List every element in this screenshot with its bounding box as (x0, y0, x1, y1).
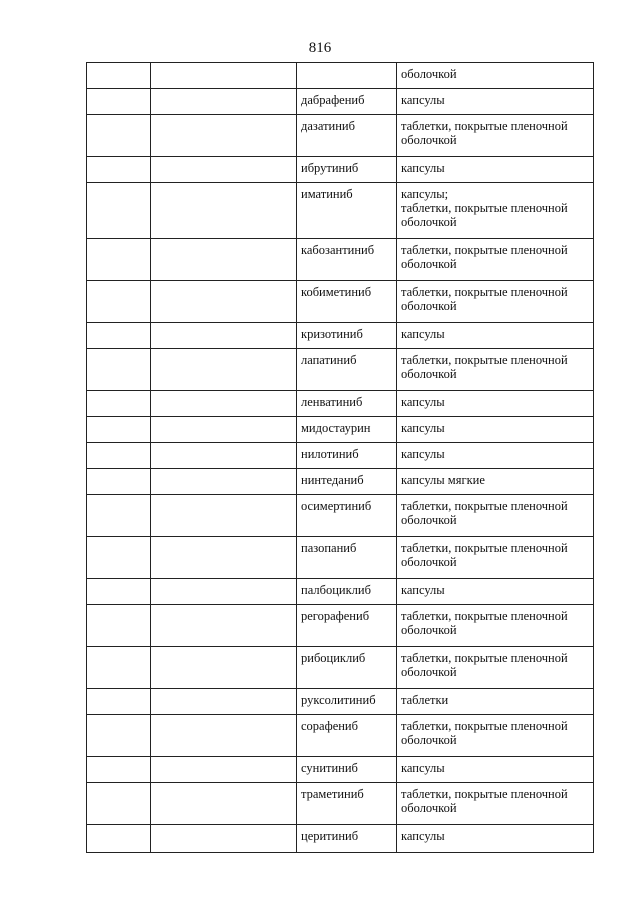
code-cell (87, 605, 151, 647)
table-row (87, 323, 594, 349)
code-cell (87, 183, 151, 239)
dosage-form-line: таблетки, покрытые пленочной (401, 285, 568, 299)
group-cell (151, 323, 297, 349)
drug-name-cell: рибоциклиб (297, 647, 397, 689)
dosage-form-line: капсулы (401, 327, 445, 341)
dosage-form-line: таблетки, покрытые пленочной (401, 541, 568, 555)
drug-name-cell: регорафениб (297, 605, 397, 647)
table-row (87, 239, 594, 281)
group-cell (151, 537, 297, 579)
drug-name-cell: пазопаниб (297, 537, 397, 579)
drug-table (86, 62, 594, 853)
table-row (87, 349, 594, 391)
table-row (87, 495, 594, 537)
table-row (87, 281, 594, 323)
drug-name-cell: траметиниб (297, 783, 397, 825)
drug-name-cell: палбоциклиб (297, 579, 397, 605)
drug-name-cell: лапатиниб (297, 349, 397, 391)
code-cell (87, 391, 151, 417)
dosage-form-cell (397, 605, 594, 647)
table-row (87, 183, 594, 239)
dosage-form-cell (397, 89, 594, 115)
dosage-form-line: оболочкой (401, 215, 457, 229)
table-row (87, 63, 594, 89)
dosage-form-cell (397, 115, 594, 157)
table-row (87, 157, 594, 183)
dosage-form-line: капсулы (401, 829, 445, 843)
dosage-form-line: капсулы (401, 395, 445, 409)
group-cell (151, 349, 297, 391)
drug-name-cell: нинтеданиб (297, 469, 397, 495)
dosage-form-line: оболочкой (401, 555, 457, 569)
drug-name-cell: дазатиниб (297, 115, 397, 157)
drug-name-cell (297, 63, 397, 89)
code-cell (87, 349, 151, 391)
dosage-form-cell (397, 239, 594, 281)
dosage-form-cell (397, 183, 594, 239)
table-row (87, 757, 594, 783)
dosage-form-line: таблетки, покрытые пленочной (401, 499, 568, 513)
dosage-form-line: оболочкой (401, 299, 457, 313)
table-row (87, 443, 594, 469)
code-cell (87, 157, 151, 183)
code-cell (87, 281, 151, 323)
dosage-form-line: таблетки, покрытые пленочной (401, 201, 568, 215)
dosage-form-line: таблетки, покрытые пленочной (401, 119, 568, 133)
code-cell (87, 417, 151, 443)
drug-name-cell: осимертиниб (297, 495, 397, 537)
group-cell (151, 783, 297, 825)
dosage-form-line: капсулы (401, 447, 445, 461)
dosage-form-line: оболочкой (401, 67, 457, 81)
drug-name-cell: нилотиниб (297, 443, 397, 469)
group-cell (151, 63, 297, 89)
dosage-form-line: таблетки, покрытые пленочной (401, 353, 568, 367)
group-cell (151, 469, 297, 495)
page-number: 816 (308, 40, 332, 56)
drug-name-cell: ибрутиниб (297, 157, 397, 183)
drug-name-cell: церитиниб (297, 825, 397, 853)
table-row (87, 579, 594, 605)
dosage-form-cell (397, 495, 594, 537)
group-cell (151, 825, 297, 853)
dosage-form-line: оболочкой (401, 801, 457, 815)
drug-name-cell: сорафениб (297, 715, 397, 757)
code-cell (87, 63, 151, 89)
code-cell (87, 537, 151, 579)
code-cell (87, 89, 151, 115)
group-cell (151, 443, 297, 469)
dosage-form-line: оболочкой (401, 513, 457, 527)
dosage-form-line: оболочкой (401, 257, 457, 271)
table-row (87, 115, 594, 157)
dosage-form-cell (397, 647, 594, 689)
dosage-form-line: таблетки, покрытые пленочной (401, 243, 568, 257)
drug-name-cell: ленватиниб (297, 391, 397, 417)
dosage-form-cell (397, 825, 594, 853)
dosage-form-cell (397, 323, 594, 349)
group-cell (151, 495, 297, 537)
dosage-form-cell (397, 757, 594, 783)
dosage-form-line: оболочкой (401, 665, 457, 679)
drug-name-cell: дабрафениб (297, 89, 397, 115)
table-row (87, 391, 594, 417)
code-cell (87, 495, 151, 537)
dosage-form-line: капсулы мягкие (401, 473, 485, 487)
group-cell (151, 715, 297, 757)
dosage-form-cell (397, 579, 594, 605)
dosage-form-cell (397, 537, 594, 579)
dosage-form-cell (397, 63, 594, 89)
table-row (87, 417, 594, 443)
code-cell (87, 689, 151, 715)
drug-name-cell: руксолитиниб (297, 689, 397, 715)
code-cell (87, 579, 151, 605)
dosage-form-cell (397, 349, 594, 391)
drug-name-cell: кризотиниб (297, 323, 397, 349)
dosage-form-cell (397, 469, 594, 495)
code-cell (87, 825, 151, 853)
code-cell (87, 239, 151, 281)
group-cell (151, 183, 297, 239)
table-row (87, 647, 594, 689)
table-row (87, 689, 594, 715)
group-cell (151, 89, 297, 115)
dosage-form-line: капсулы (401, 421, 445, 435)
table-row (87, 537, 594, 579)
dosage-form-line: оболочкой (401, 367, 457, 381)
table-body (87, 63, 594, 853)
dosage-form-line: таблетки, покрытые пленочной (401, 719, 568, 733)
table-row (87, 783, 594, 825)
drug-name-cell: сунитиниб (297, 757, 397, 783)
table-row (87, 469, 594, 495)
group-cell (151, 281, 297, 323)
dosage-form-line: оболочкой (401, 133, 457, 147)
dosage-form-line: капсулы; (401, 187, 449, 201)
code-cell (87, 647, 151, 689)
dosage-form-cell (397, 417, 594, 443)
dosage-form-cell (397, 157, 594, 183)
drug-name-cell: мидостаурин (297, 417, 397, 443)
code-cell (87, 115, 151, 157)
code-cell (87, 443, 151, 469)
drug-name-cell: иматиниб (297, 183, 397, 239)
dosage-form-cell (397, 443, 594, 469)
table-row (87, 89, 594, 115)
group-cell (151, 115, 297, 157)
dosage-form-line: капсулы (401, 761, 445, 775)
dosage-form-line: таблетки, покрытые пленочной (401, 609, 568, 623)
dosage-form-cell (397, 783, 594, 825)
table-row (87, 605, 594, 647)
table-row (87, 825, 594, 853)
group-cell (151, 579, 297, 605)
group-cell (151, 647, 297, 689)
group-cell (151, 417, 297, 443)
dosage-form-line: оболочкой (401, 623, 457, 637)
group-cell (151, 157, 297, 183)
dosage-form-line: капсулы (401, 583, 445, 597)
dosage-form-cell (397, 715, 594, 757)
group-cell (151, 239, 297, 281)
code-cell (87, 715, 151, 757)
group-cell (151, 391, 297, 417)
dosage-form-cell (397, 391, 594, 417)
dosage-form-line: таблетки, покрытые пленочной (401, 651, 568, 665)
group-cell (151, 689, 297, 715)
group-cell (151, 757, 297, 783)
code-cell (87, 323, 151, 349)
code-cell (87, 783, 151, 825)
dosage-form-line: капсулы (401, 161, 445, 175)
code-cell (87, 757, 151, 783)
dosage-form-line: оболочкой (401, 733, 457, 747)
drug-name-cell: кобиметиниб (297, 281, 397, 323)
dosage-form-line: таблетки, покрытые пленочной (401, 787, 568, 801)
table-row (87, 715, 594, 757)
group-cell (151, 605, 297, 647)
code-cell (87, 469, 151, 495)
dosage-form-line: таблетки (401, 693, 449, 707)
dosage-form-cell (397, 689, 594, 715)
dosage-form-line: капсулы (401, 93, 445, 107)
dosage-form-cell (397, 281, 594, 323)
drug-name-cell: кабозантиниб (297, 239, 397, 281)
